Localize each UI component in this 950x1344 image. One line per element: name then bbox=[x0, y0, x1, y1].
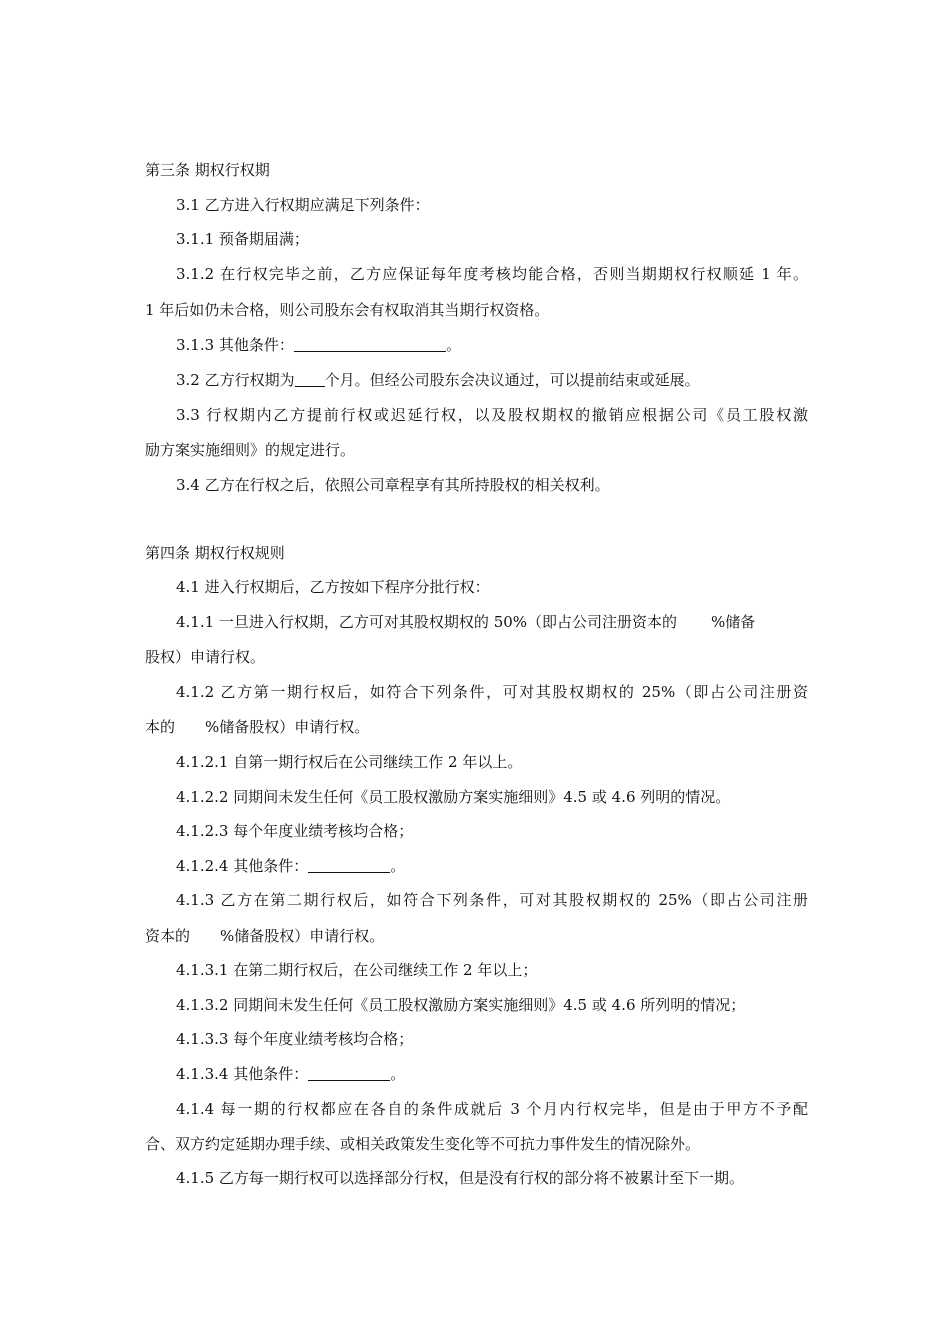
clause-4-1-2-text: 本的 bbox=[145, 718, 176, 736]
clause-4-1-2-line2 bbox=[145, 717, 369, 737]
fill-in-blank bbox=[295, 371, 325, 387]
clause-3-1-3-text: 3.1.3 其他条件： bbox=[176, 336, 294, 354]
clause-4-1-3-2: 4.1.3.2 同期间未发生任何《员工股权激励方案实施细则》4.5 或 4.6 所列明的情况； bbox=[176, 996, 746, 1014]
clause-4-1-4-line1: 4.1.4 每一期的行权都应在各自的条件成就后 3 个月内行权完毕，但是由于甲方不予配 bbox=[176, 1100, 808, 1118]
clause-4-1-2-4-text: 4.1.2.4 其他条件： bbox=[176, 857, 309, 875]
clause-3-2-end: 个月。但经公司股东会决议通过，可以提前结束或延展。 bbox=[324, 371, 700, 389]
clause-4-1-3-line1: 4.1.3 乙方在第二期行权后，如符合下列条件，可对其股权期权的 25%（即占公司注册 bbox=[176, 891, 808, 909]
clause-3-3-line2: 励方案实施细则》的规定进行。 bbox=[145, 441, 356, 459]
clause-4-1-1-end: %储备 bbox=[711, 613, 756, 631]
clause-3-1: 3.1 乙方进入行权期应满足下列条件： bbox=[176, 196, 430, 214]
clause-4-1-2-line1: 4.1.2 乙方第一期行权后，如符合下列条件，可对其股权期权的 25%（即占公司注册资 bbox=[176, 683, 808, 701]
clause-4-1-3-end: %储备股权）申请行权。 bbox=[220, 927, 385, 945]
clause-4-1-3-line2 bbox=[145, 926, 384, 946]
clause-3-1-2-line1: 3.1.2 在行权完毕之前，乙方应保证每年度考核均能合格，否则当期期权行权顺延 1 年。 bbox=[176, 265, 808, 283]
article-3-heading: 第三条 期权行权期 bbox=[145, 161, 270, 179]
clause-4-1-1-line1 bbox=[176, 612, 755, 632]
clause-4-1-3-4 bbox=[176, 1064, 405, 1084]
clause-4-1-3-1: 4.1.3.1 在第二期行权后，在公司继续工作 2 年以上； bbox=[176, 961, 538, 979]
clause-4-1-3-3: 4.1.3.3 每个年度业绩考核均合格； bbox=[176, 1030, 414, 1048]
clause-3-3-line1: 3.3 行权期内乙方提前行权或迟延行权，以及股权期权的撤销应根据公司《员工股权激 bbox=[176, 406, 808, 424]
clause-4-1-2-3: 4.1.2.3 每个年度业绩考核均合格； bbox=[176, 822, 414, 840]
clause-4-1-2-2: 4.1.2.2 同期间未发生任何《员工股权激励方案实施细则》4.5 或 4.6 列明的情况。 bbox=[176, 788, 731, 806]
fill-in-blank bbox=[308, 857, 390, 873]
clause-3-1-2-line2: 1 年后如仍未合格，则公司股东会有权取消其当期行权资格。 bbox=[145, 301, 550, 319]
article-4-heading: 第四条 期权行权规则 bbox=[145, 544, 285, 562]
clause-4-1-2-4-end: 。 bbox=[390, 857, 406, 875]
clause-4-1-1-line2: 股权）申请行权。 bbox=[145, 648, 266, 666]
clause-4-1-5: 4.1.5 乙方每一期行权可以选择部分行权，但是没有行权的部分将不被累计至下一期。 bbox=[176, 1169, 744, 1187]
clause-4-1-3-4-text: 4.1.3.4 其他条件： bbox=[176, 1065, 309, 1083]
clause-4-1-3-4-end: 。 bbox=[390, 1065, 406, 1083]
fill-in-blank bbox=[294, 336, 446, 352]
clause-3-1-3 bbox=[176, 335, 461, 355]
clause-4-1-2-1: 4.1.2.1 自第一期行权后在公司继续工作 2 年以上。 bbox=[176, 753, 523, 771]
clause-3-1-1: 3.1.1 预备期届满； bbox=[176, 230, 309, 248]
clause-4-1-4-line2: 合、双方约定延期办理手续、或相关政策发生变化等不可抗力事件发生的情况除外。 bbox=[145, 1135, 701, 1153]
clause-4-1: 4.1 进入行权期后，乙方按如下程序分批行权： bbox=[176, 578, 490, 596]
clause-3-4: 3.4 乙方在行权之后，依照公司章程享有其所持股权的相关权利。 bbox=[176, 476, 610, 494]
clause-4-1-1-text: 4.1.1 一旦进入行权期，乙方可对其股权期权的 50%（即占公司注册资本的 bbox=[176, 613, 678, 631]
clause-4-1-2-4 bbox=[176, 856, 405, 876]
clause-4-1-3-text: 资本的 bbox=[145, 927, 191, 945]
clause-3-1-3-end: 。 bbox=[445, 336, 461, 354]
clause-3-2-text: 3.2 乙方行权期为 bbox=[176, 371, 295, 389]
clause-3-2 bbox=[176, 370, 700, 390]
fill-in-blank bbox=[308, 1065, 390, 1081]
clause-4-1-2-end: %储备股权）申请行权。 bbox=[205, 718, 370, 736]
